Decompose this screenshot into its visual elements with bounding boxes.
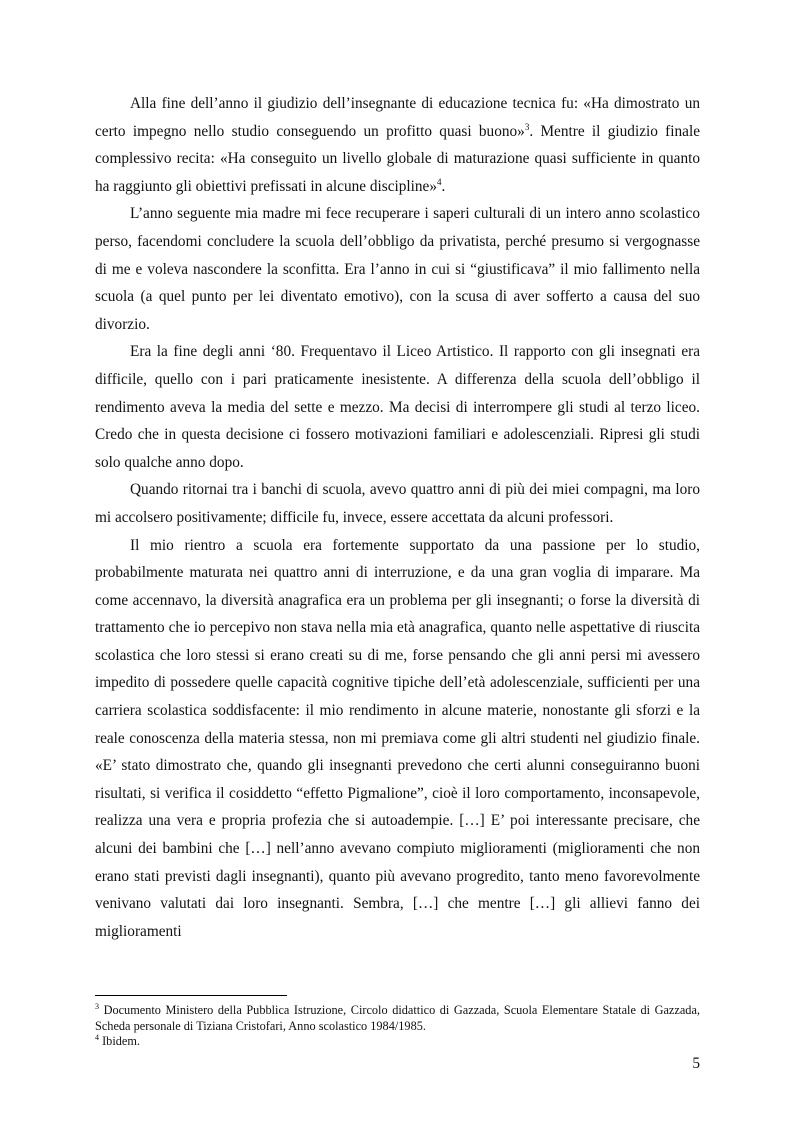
footnote-ref: 4 [436,176,442,187]
footnote-number: 4 [95,1032,99,1042]
page-number: 5 [692,1055,700,1072]
body-text [95,90,700,945]
paragraph: Quando ritornai tra i banchi di scuola, avevo quattro anni di più dei miei compagni, ma loro mi accolsero positivamente; difficile fu, invece, essere accettata da alcuni professori. [95,481,700,526]
paragraph-text: . [441,177,446,195]
paragraph-text: Alla fine dell’anno il giudizio dell’insegnante di educazione tecnica fu: «Ha dimostrato un certo impegno nello studio conseguendo un profitto quasi buono» [95,95,700,140]
paragraph: Era la fine degli anni ‘80. Frequentavo il Liceo Artistico. Il rapporto con gli insegnati era difficile, quello con i pari praticamente inesistente. A differenza della scuola dell’obbligo il rendimento aveva la media del sette e mezzo. Ma decisi di interrompere gli studi al terzo liceo. Credo che in questa decisione ci fossero motivazioni familiari e adolescenziali. Ripresi gli studi solo qualche anno dopo. [95,343,700,471]
footnote-text: Ibidem. [99,1034,140,1048]
footnote-separator [95,995,287,996]
footnote [95,1034,700,1050]
paragraph-text: . Mentre il giudizio finale complessivo recita: «Ha conseguito un livello globale di maturazione quasi sufficiente in quanto ha raggiunto gli obiettivi prefissati in alcune discipline» [95,122,701,195]
footnotes [95,1003,700,1050]
footnote-number: 3 [95,1001,99,1011]
paragraph [95,90,700,200]
paragraph: Il mio rientro a scuola era fortemente supportato da una passione per lo studio, probabilmente maturata nei quattro anni di interruzione, e da una gran voglia di imparare. Ma come accennavo, la diversità anagrafica era un problema per gli insegnanti; o forse la diversità di trattamento che io percepivo non stava nella mia età anagrafica, quanto nelle aspettative di riuscita scolastica che loro stessi si erano creati su di me, forse pensando che gli anni persi mi avessero impedito di possedere quelle capacità cognitive tipiche dell’età adolescenziale, sufficienti per una carriera scolastica soddisfacente: il mio rendimento in alcune materie, nonostante gli sforzi e la reale conoscenza della materia stessa, non mi premiava come gli altri studenti nel giudizio finale. «E’ stato dimostrato che, quando gli insegnanti prevedono che certi alunni conseguiranno buoni risultati, si verifica il cosiddetto “effetto Pigmalione”, cioè il loro comportamento, inconsapevole, realizza una vera e propria profezia che si autoadempie. […] E’ poi interessante precisare, che alcuni dei bambini che […] nell’anno avevano compiuto miglioramenti (miglioramenti che non erano stati previsti dagli insegnanti), quanto più avevano progredito, tanto meno favorevolmente venivano valutati dai loro insegnanti. Sembra, […] che mentre […] gli allievi fanno dei miglioramenti [95,536,700,940]
footnote [95,1003,700,1034]
paragraph: L’anno seguente mia madre mi fece recuperare i saperi culturali di un intero anno scolastico perso, facendomi concludere la scuola dell’obbligo da privatista, perché presumo si vergognasse di me e voleva nascondere la sconfitta. Era l’anno in cui si “giustificava” il mio fallimento nella scuola (a quel punto per lei diventato emotivo), con la scusa di aver sofferto a causa del suo divorzio. [95,205,700,333]
footnote-ref: 3 [524,121,530,132]
footnote-text: Documento Ministero della Pubblica Istruzione, Circolo didattico di Gazzada, Scuola Elementare Statale di Gazzada, Scheda personale di Tiziana Cristofari, Anno scolastico 1984/1985. [95,1003,700,1033]
